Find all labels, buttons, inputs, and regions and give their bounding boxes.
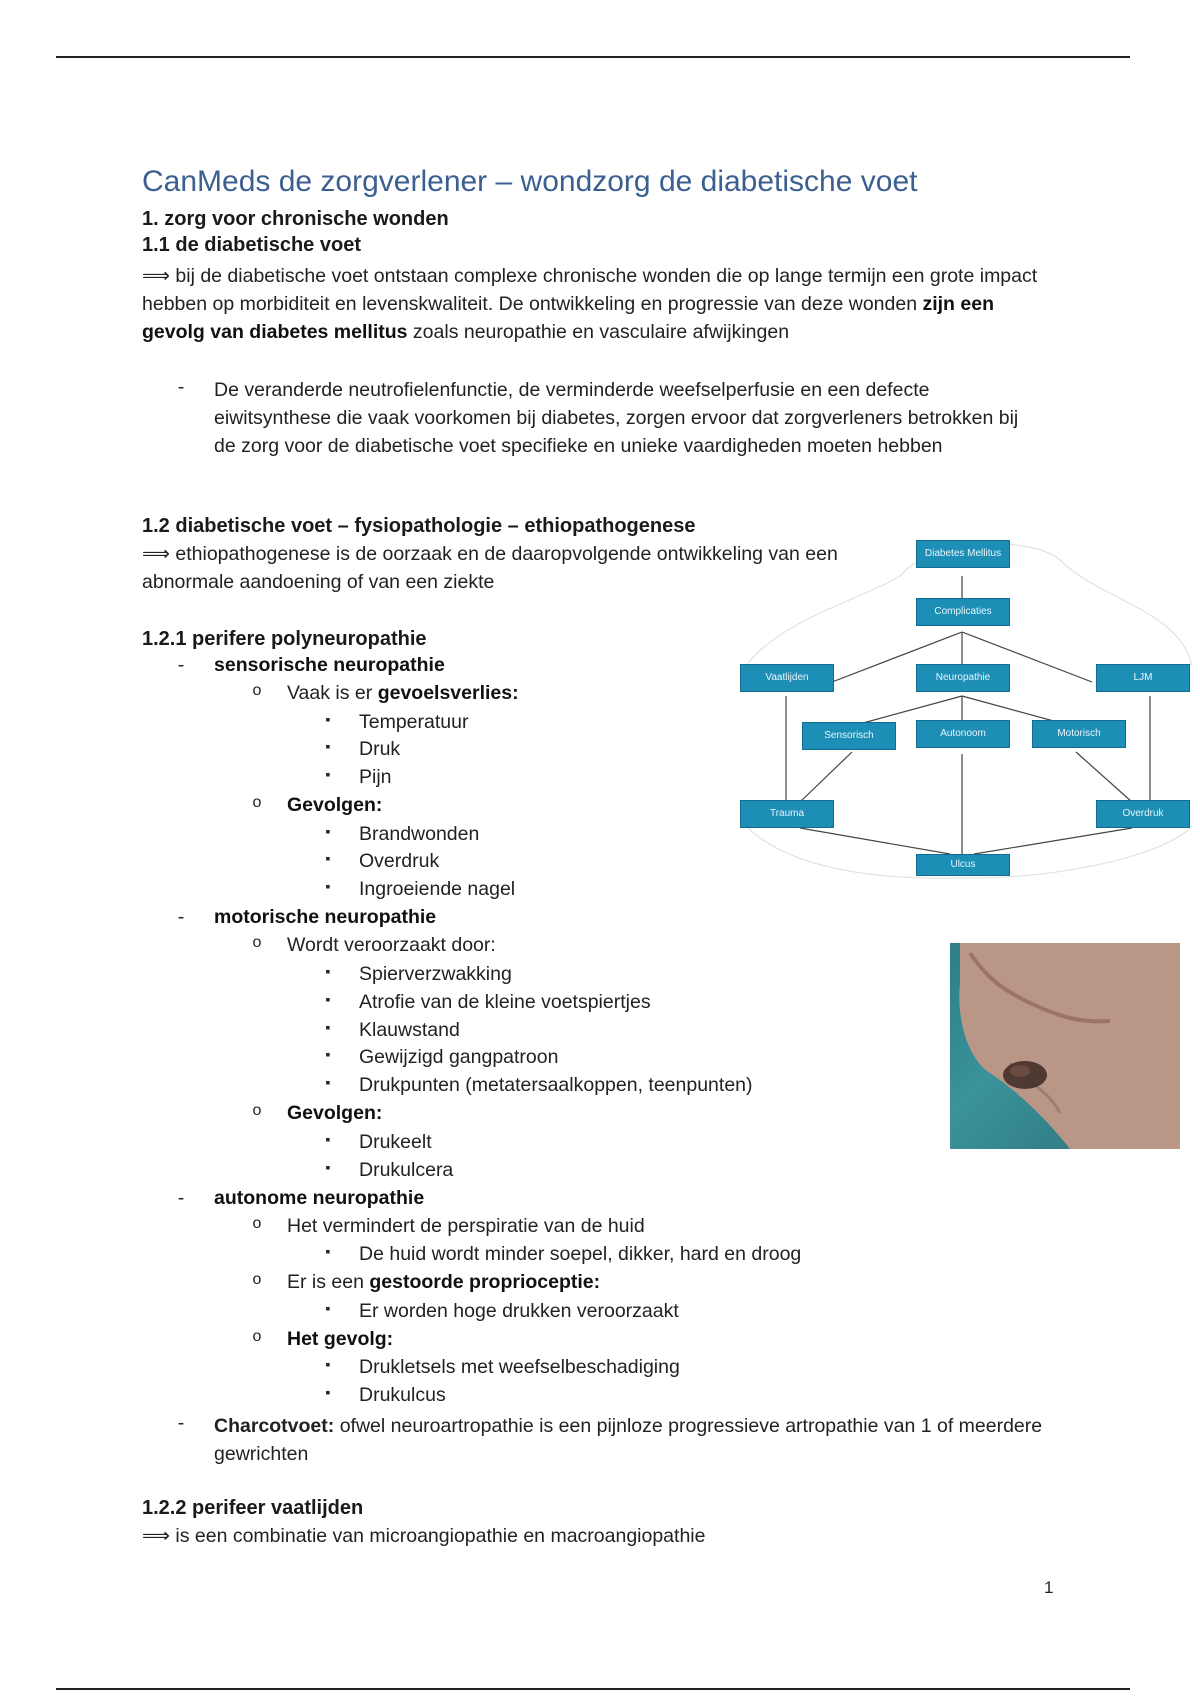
foot-ulcer-illustration	[950, 943, 1180, 1149]
section-1-2-2-heading: 1.2.2 perifeer vaatlijden	[142, 1497, 364, 1519]
ethiopathogenese-diagram	[740, 540, 1200, 880]
ethiopathogenese-paragraph: ⟹ ethiopathogenese is de oorzaak en de daaropvolgende ontwikkeling van een abnormale aandoening of van een ziekte	[142, 542, 838, 593]
node-diabetes-mellitus: Diabetes Mellitus	[916, 540, 1010, 568]
arrow-icon: ⟹	[142, 1524, 170, 1547]
diagram-connectors	[740, 540, 1200, 880]
arrow-icon: ⟹	[142, 264, 170, 287]
section-1-1-heading: 1.1 de diabetische voet	[142, 234, 361, 256]
page-number: 1	[1044, 1578, 1054, 1597]
node-trauma: Trauma	[740, 800, 834, 828]
foot-shape	[959, 943, 1180, 1149]
node-motorisch: Motorisch	[1032, 720, 1126, 748]
intro-paragraph: ⟹ bij de diabetische voet ontstaan complexe chronische wonden die op lange termijn een grote impact hebben op morbiditeit en levenskwaliteit. De ontwikkeling en progressie van deze wonden zijn een gevolg van diabetes mellitus zoals neuropathie en vasculaire afwijkingen	[142, 264, 1038, 343]
connector	[800, 828, 950, 854]
node-neuropathie: Neuropathie	[916, 664, 1010, 692]
foot-ulcer-photo	[950, 943, 1180, 1149]
neutrofielen-bullet: De veranderde neutrofielenfunctie, de verminderde weefselperfusie en een defecte eiwitsynthese die vaak voorkomen bij diabetes, zorgen ervoor dat zorgverleners betrokken bij de zorg voor de diabetische voet specifieke en unieke vaardigheden moeten hebben	[214, 379, 1019, 457]
node-complicaties: Complicaties	[916, 598, 1010, 626]
node-overdruk: Overdruk	[1096, 800, 1190, 828]
header-rule	[56, 56, 1130, 58]
node-vaatlijden: Vaatlijden	[740, 664, 834, 692]
section-1-2-1-heading: 1.2.1 perifere polyneuropathie	[142, 628, 427, 650]
node-sensorisch: Sensorisch	[802, 722, 896, 750]
footer-rule	[56, 1688, 1130, 1690]
connector	[974, 828, 1132, 854]
section-1-heading: 1. zorg voor chronische wonden	[142, 208, 449, 230]
connector	[800, 752, 852, 802]
connector	[1076, 752, 1132, 802]
document-title: CanMeds de zorgverlener – wondzorg de diabetische voet	[142, 165, 918, 198]
charcot-bullet: Charcotvoet: ofwel neuroartropathie is een pijnloze progressieve artropathie van 1 of meerdere gewrichten	[214, 1415, 1043, 1465]
node-ljm: LJM	[1096, 664, 1190, 692]
arrow-icon: ⟹	[142, 542, 170, 565]
section-1-2-heading: 1.2 diabetische voet – fysiopathologie – ethiopathogenese	[142, 515, 696, 537]
node-ulcus: Ulcus	[916, 854, 1010, 876]
vaatlijden-paragraph: ⟹ is een combinatie van microangiopathie en macroangiopathie	[142, 1524, 706, 1547]
node-autonoom: Autonoom	[916, 720, 1010, 748]
wound-area	[1010, 1065, 1030, 1077]
